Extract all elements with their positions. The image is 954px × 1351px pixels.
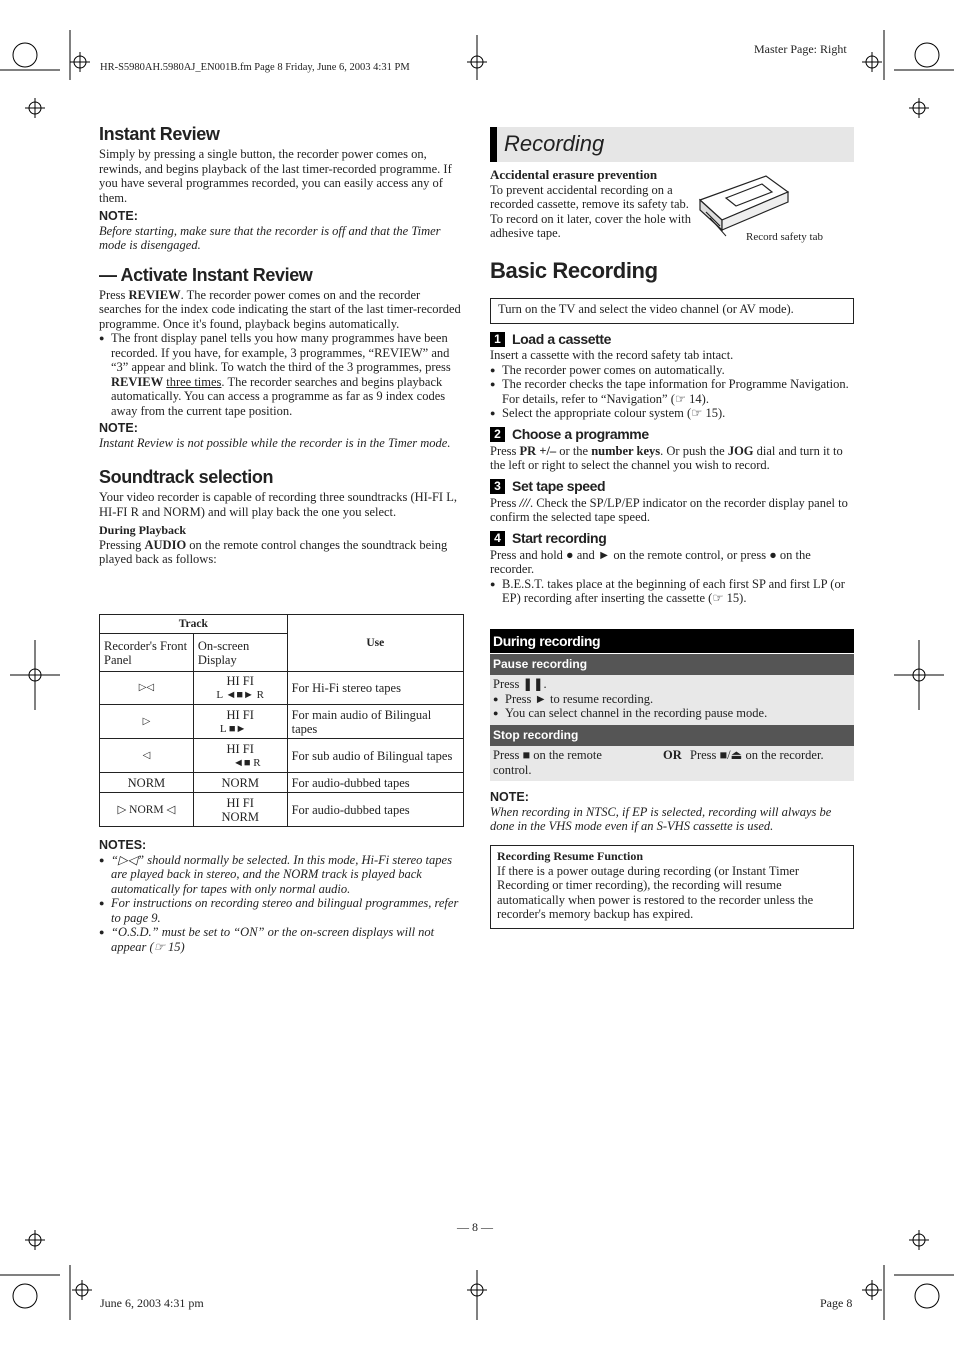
step-3-body: Press ///. Check the SP/LP/EP indicator on the recorder display panel to confirm the selected tape speed. [490,495,848,524]
list-item: ● “O.S.D.” must be set to “ON” or the on-screen displays will not appear (☞ 15) [99,925,464,954]
intro-box: Turn on the TV and select the video channel (or AV mode). [490,298,854,324]
step-4-body: Press and hold ● and ► on the remote control, or press ● on the recorder. [490,547,811,576]
track-header: Track [100,615,288,634]
registration-mark-icon [13,1284,37,1308]
instant-review-heading: Instant Review [99,124,220,144]
activate-instant-review-heading: — Activate Instant Review [99,264,313,285]
table-row: NORM NORM For audio-dubbed tapes [100,773,464,793]
list-item: ● Select the appropriate colour system (☞ 15). [490,406,854,421]
erasure-body: To prevent accidental recording on a recorded cassette, remove its safety tab. To record on it later, cover the hole with adhesive tape. [490,182,691,240]
table-row: ▷◁ HI FI L ◄■► R For Hi-Fi stereo tapes [100,672,464,705]
footer-date: June 6, 2003 4:31 pm [100,1296,204,1310]
stop-recording-content: Press ■ on the remote control. OR Press ■/⏏ on the recorder. [490,746,854,781]
pause-recording-bar: Pause recording [490,654,854,675]
left-column [99,124,464,567]
table-row: ▷ NORM ◁ HI FI NORM For audio-dubbed tapes [100,793,464,827]
list-item: ● The recorder power comes on automatically. [490,363,854,378]
file-info: HR-S5980AH.5980AJ_EN001B.fm Page 8 Friday, June 6, 2003 4:31 PM [100,62,410,73]
steps-section [490,330,854,606]
during-playback-subheading: During Playback [99,523,187,537]
basic-recording-heading: Basic Recording [490,258,658,283]
recording-title-bar [490,127,854,162]
list-item: ● “▷◁” should normally be selected. In this mode, Hi-Fi stereo tapes are played back in stereo, and the NORM track is played back automatically for tapes with only normal audio. [99,853,464,897]
osd-header: On-screen Display [193,634,287,672]
resume-body: If there is a power outage during recording (or Instant Timer Recording or timer recording), the recording will resume automatically when power is restored to the recorder unless the recorder's memory backup has expired. [497,863,814,921]
registration-mark-icon [915,43,939,67]
list-item: ● For instructions on recording stereo and bilingual programmes, refer to page 9. [99,896,464,925]
front-panel-header: Recorder's Front Panel [100,634,194,672]
soundtrack-table [99,614,464,827]
step-4-heading: 4 Start recording [490,530,854,548]
notes-label: NOTES: [99,838,147,852]
registration-mark-icon [915,1284,939,1308]
notes-section [99,838,464,954]
page-number: — 8 — [457,1220,493,1234]
table-row: ◁ HI FI ◄■ R For sub audio of Bilingual tapes [100,739,464,773]
step-1-body: Insert a cassette with the record safety tab intact. [490,348,734,362]
step-2-heading: 2 Choose a programme [490,426,854,444]
step-2-body: Press PR +/– or the number keys. Or push the JOG dial and turn it to the left or right to select the channel you wish to record. [490,443,843,472]
list-item: ● B.E.S.T. takes place at the beginning of each first SP and first LP (or EP) recording after inserting the cassette (☞ 15). [490,577,854,606]
pause-recording-content: Press ❚❚. ● Press ► to resume recording. ● You can select channel in the recording pause mode. [490,675,854,725]
erasure-section [490,168,695,241]
during-playback-body: Pressing AUDIO on the remote control changes the soundtrack being played back as follows: [99,537,448,566]
erasure-heading: Accidental erasure prevention [490,167,658,182]
resume-function-box [490,845,854,929]
step-1-heading: 1 Load a cassette [490,330,854,348]
table-row: ▷ HI FI L ■► For main audio of Bilingual tapes [100,705,464,739]
recording-title: Recording [504,131,605,156]
soundtrack-body: Your video recorder is capable of recording three soundtracks (HI-FI L, HI-FI R and NORM) and will play back the one you select. [99,490,457,519]
step-3-heading: 3 Set tape speed [490,478,854,496]
list-item: ● The recorder checks the tape information for Programme Navigation. For details, refer to “Navigation” (☞ 14). [490,377,854,406]
master-page-label: Master Page: Right [754,42,847,56]
activate-bullet: ● The front display panel tells you how many programmes have been recorded. If you have, for example, 3 programmes, “REVIEW” and “3” appear and blink. To watch the third of the 3 programmes, press REVIEW three times. The recorder searches and begins playback automatically. You can access a programme as far as 9 index codes away from the current tape position. [99,331,464,418]
safety-tab-caption: Record safety tab [746,231,823,243]
instant-review-body: Simply by pressing a single button, the recorder power comes on, rewinds, and begins playback of the last timer-recorded programme. If you have several programmes recorded, you can easily access any of them. [99,147,452,205]
note-label: NOTE: [99,421,138,435]
note-label: NOTE: [99,209,138,223]
use-header: Use [287,615,463,672]
instant-review-note: Before starting, make sure that the recorder is off and that the Timer mode is disengaged. [99,223,441,252]
activate-note: Instant Review is not possible while the recorder is in the Timer mode. [99,435,451,450]
resume-title: Recording Resume Function [497,849,643,863]
footer-page: Page 8 [820,1296,853,1310]
registration-mark-icon [13,43,37,67]
recording-note: NOTE: When recording in NTSC, if EP is selected, recording will always be done in the VHS mode even if an S-VHS cassette is used. [490,790,832,833]
during-recording-bar: During recording [490,629,854,653]
soundtrack-heading: Soundtrack selection [99,467,274,487]
stop-recording-bar: Stop recording [490,725,854,746]
activate-body: Press REVIEW. The recorder power comes on and the recorder searches for the index code indicating the start of the last timer-recorded programme. Once it's found, playback begins automatically. [99,287,461,331]
